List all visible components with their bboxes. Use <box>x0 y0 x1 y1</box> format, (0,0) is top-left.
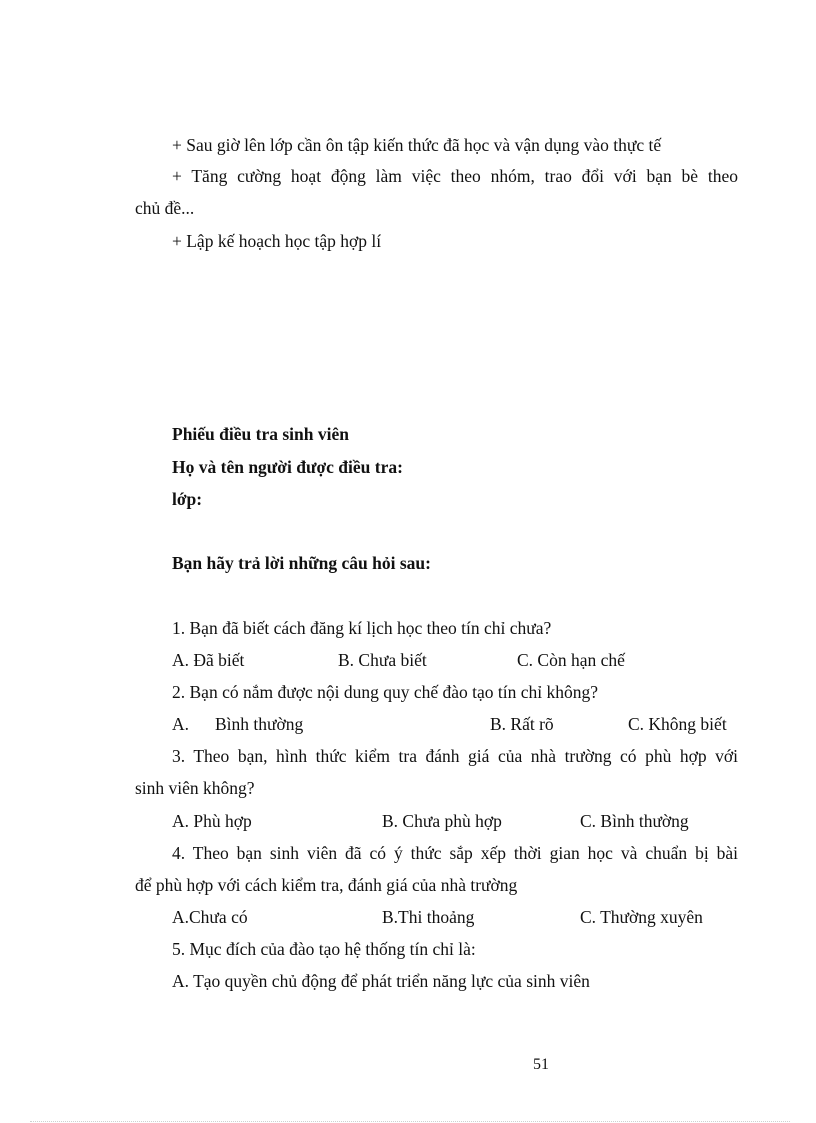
page-number: 51 <box>533 1056 549 1073</box>
question-3-line-1: 3. Theo bạn, hình thức kiểm tra đánh giá của nhà trường có phù hợp với <box>172 746 738 766</box>
bullet-point-3: + Lập kế hoạch học tập hợp lí <box>172 231 382 251</box>
q4-option-a: A.Chưa có <box>172 907 248 927</box>
question-3-line-2: sinh viên không? <box>135 778 255 798</box>
bullet-point-2: + Tăng cường hoạt động làm việc theo nhóm, trao đổi với bạn bè theo <box>172 166 738 186</box>
survey-title: Phiếu điều tra sinh viên <box>172 424 349 444</box>
q3-option-a: A. Phù hợp <box>172 811 252 831</box>
q3-option-b: B. Chưa phù hợp <box>382 811 502 831</box>
question-1: 1. Bạn đã biết cách đăng kí lịch học theo tín chỉ chưa? <box>172 618 552 638</box>
q1-option-a: A. Đã biết <box>172 650 245 670</box>
class-label: lớp: <box>172 489 203 509</box>
name-label: Họ và tên người được điều tra: <box>172 457 403 477</box>
bullet-point-1: + Sau giờ lên lớp cần ôn tập kiến thức đã học và vận dụng vào thực tế <box>172 135 662 155</box>
q4-option-c: C. Thường xuyên <box>580 907 703 927</box>
q4-option-b: B.Thi thoảng <box>382 907 475 927</box>
q1-option-c: C. Còn hạn chế <box>517 650 625 670</box>
instruction: Bạn hãy trả lời những câu hỏi sau: <box>172 553 431 573</box>
q2-option-a-text: Bình thường <box>215 714 304 734</box>
q2-option-b: B. Rất rõ <box>490 714 554 734</box>
q2-option-a-letter: A. <box>172 714 190 734</box>
q2-option-c: C. Không biết <box>628 714 727 734</box>
q3-option-c: C. Bình thường <box>580 811 689 831</box>
q1-option-b: B. Chưa biết <box>338 650 427 670</box>
question-4-line-1: 4. Theo bạn sinh viên đã có ý thức sắp xếp thời gian học và chuẩn bị bài <box>172 843 738 863</box>
q5-option-a: A. Tạo quyền chủ động để phát triển năng lực của sinh viên <box>172 971 590 991</box>
bullet-point-2-continuation: chủ đề... <box>135 198 195 218</box>
question-4-line-2: để phù hợp với cách kiểm tra, đánh giá của nhà trường <box>135 875 518 895</box>
question-2: 2. Bạn có nắm được nội dung quy chế đào tạo tín chỉ không? <box>172 682 599 702</box>
question-5: 5. Mục đích của đào tạo hệ thống tín chỉ là: <box>172 939 476 959</box>
bottom-divider <box>30 1121 790 1122</box>
